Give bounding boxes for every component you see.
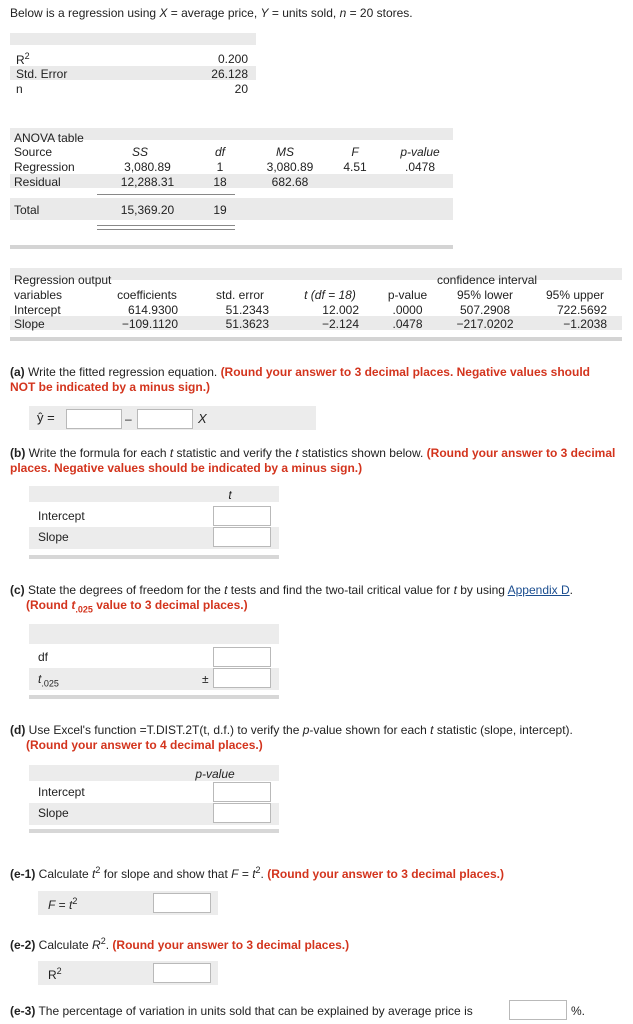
question-b-bottom-bar xyxy=(29,555,279,559)
plus-minus-sign: ± xyxy=(202,672,209,686)
f-equals-t2-input[interactable] xyxy=(153,893,211,913)
anova-title: ANOVA table xyxy=(14,131,84,145)
regression-header-p: p-value xyxy=(387,288,428,302)
regression-row-se: 51.3623 xyxy=(225,317,269,331)
summary-value-stderr: 26.128 xyxy=(211,67,248,81)
summary-header-band xyxy=(10,33,256,45)
regression-row-coef: −109.1120 xyxy=(121,317,178,331)
regression-header-lower: 95% lower xyxy=(456,288,514,302)
x-variable-label: X xyxy=(198,411,207,426)
regression-header-t: t (df = 18) xyxy=(304,288,356,302)
regression-row-upper: −1.2038 xyxy=(563,317,607,331)
regression-header-coef: coefficients xyxy=(117,288,177,302)
regression-row-t: 12.002 xyxy=(322,303,359,317)
t-intercept-input[interactable] xyxy=(213,506,271,526)
regression-row-variable: Slope xyxy=(14,317,45,331)
anova-bottom-bar xyxy=(10,245,453,249)
regression-row-p: .0000 xyxy=(392,303,423,317)
regression-row-variable: Intercept xyxy=(14,303,61,317)
question-d-row-slope: Slope xyxy=(38,806,69,820)
regression-header-upper: 95% upper xyxy=(545,288,605,302)
regression-row-se: 51.2343 xyxy=(225,303,269,317)
percentage-input[interactable] xyxy=(509,1000,567,1020)
regression-row-coef: 614.9300 xyxy=(127,303,178,317)
question-d-text: (d) Use Excel's function =T.DIST.2T(t, d.f.) to verify the p-value shown for each t statistic (slope, intercept). (Round your answer to 4 decimal places.) xyxy=(10,723,573,752)
regression-row-p: .0478 xyxy=(392,317,423,331)
question-b-row-slope: Slope xyxy=(38,530,69,544)
regression-row-t: −2.124 xyxy=(321,317,359,331)
intercept-answer-input[interactable] xyxy=(66,409,122,429)
question-b-text: (b) Write the formula for each t statistic and verify the t statistics shown below. (Round your answer to 3 decimal places. Negative values should be indicated by a minus sign.) xyxy=(10,446,616,475)
anova-header-p: p-value xyxy=(400,145,440,159)
t-slope-input[interactable] xyxy=(213,527,271,547)
yhat-label: ŷ = xyxy=(37,410,55,425)
question-e1-text: (e-1) Calculate $t^2$ for slope and show that $F = t^2$. (Round your answer to 3 decimal places.) xyxy=(10,865,504,881)
question-c-bottom-bar xyxy=(29,695,279,699)
anova-row-source: Regression xyxy=(14,160,75,174)
summary-value-n: 20 xyxy=(234,82,248,96)
question-b-col-header: t xyxy=(228,488,232,502)
summary-label-r2: $R^2$ xyxy=(16,51,30,67)
slope-answer-input[interactable] xyxy=(137,409,193,429)
anova-row-df: 1 xyxy=(216,160,224,174)
question-c-header-band xyxy=(29,624,279,644)
question-e3-text: (e-3) The percentage of variation in units sold that can be explained by average price is xyxy=(10,1004,473,1018)
anova-total-rule xyxy=(97,194,235,195)
percent-unit: %. xyxy=(571,1004,586,1018)
appendix-d-link[interactable]: Appendix D xyxy=(507,583,570,597)
anova-row-f: 4.51 xyxy=(343,160,367,174)
question-d-row-intercept: Intercept xyxy=(38,785,85,799)
anova-row-df: 18 xyxy=(213,175,227,189)
question-d-bottom-bar xyxy=(29,829,279,833)
regression-header-variables: variables xyxy=(14,288,63,302)
regression-title: Regression output xyxy=(14,273,112,287)
anova-header-df: df xyxy=(214,145,225,159)
anova-header-ss: SS xyxy=(131,145,148,159)
regression-row-upper: 722.5692 xyxy=(556,303,607,317)
question-b-row-intercept: Intercept xyxy=(38,509,85,523)
anova-total-source: Total xyxy=(14,203,40,217)
anova-double-rule-1 xyxy=(97,225,235,226)
regression-ci-title: confidence interval xyxy=(437,273,538,287)
regression-row-lower: 507.2908 xyxy=(459,303,511,317)
r2-label: $R^2$ xyxy=(48,966,62,982)
anova-row-ms: 3,080.89 xyxy=(266,160,314,174)
anova-header-ms: MS xyxy=(276,145,294,159)
minus-sign: – xyxy=(125,412,132,426)
f-equals-t2-label: $F = t^2$ xyxy=(48,896,78,912)
anova-total-ss: 15,369.20 xyxy=(120,203,175,217)
question-e2-text: (e-2) Calculate $R^2$. (Round your answer to 3 decimal places.) xyxy=(10,936,350,952)
summary-label-n: n xyxy=(16,82,23,96)
t025-input[interactable] xyxy=(213,668,271,688)
summary-label-stderr: Std. Error xyxy=(16,67,68,81)
pvalue-slope-input[interactable] xyxy=(213,803,271,823)
pvalue-intercept-input[interactable] xyxy=(213,782,271,802)
regression-header-se: std. error xyxy=(215,288,264,302)
regression-bottom-bar xyxy=(10,337,622,341)
question-c-text: (c) State the degrees of freedom for the t tests and find the two-tail critical value for t by using Appendix D. (Round $t_{.025}$ value to 3 decimal places.) xyxy=(10,583,574,615)
anova-row-ss: 3,080.89 xyxy=(124,160,171,174)
anova-header-f: F xyxy=(351,145,359,159)
anova-row-ms: 682.68 xyxy=(271,175,309,189)
anova-row-p: .0478 xyxy=(404,160,436,174)
intro-text: Below is a regression using X = average price, Y = units sold, n = 20 stores. xyxy=(10,6,413,20)
regression-row-lower: −217.0202 xyxy=(456,317,514,331)
r2-input[interactable] xyxy=(153,963,211,983)
anova-total-df: 19 xyxy=(213,203,227,217)
anova-row-source: Residual xyxy=(14,175,61,189)
question-c-row-t025: $t_{.025}$ xyxy=(38,672,59,689)
question-a-text: (a) Write the fitted regression equation. (Round your answer to 3 decimal places. Negative values should NOT be indicated by a minus sign.) xyxy=(10,365,591,394)
question-d-col-header: p-value xyxy=(195,767,235,781)
anova-double-rule-2 xyxy=(97,229,235,230)
anova-header-source: Source xyxy=(14,145,53,159)
df-input[interactable] xyxy=(213,647,271,667)
summary-value-r2: 0.200 xyxy=(217,52,248,66)
question-c-row-df: df xyxy=(38,650,49,664)
anova-row-ss: 12,288.31 xyxy=(120,175,175,189)
